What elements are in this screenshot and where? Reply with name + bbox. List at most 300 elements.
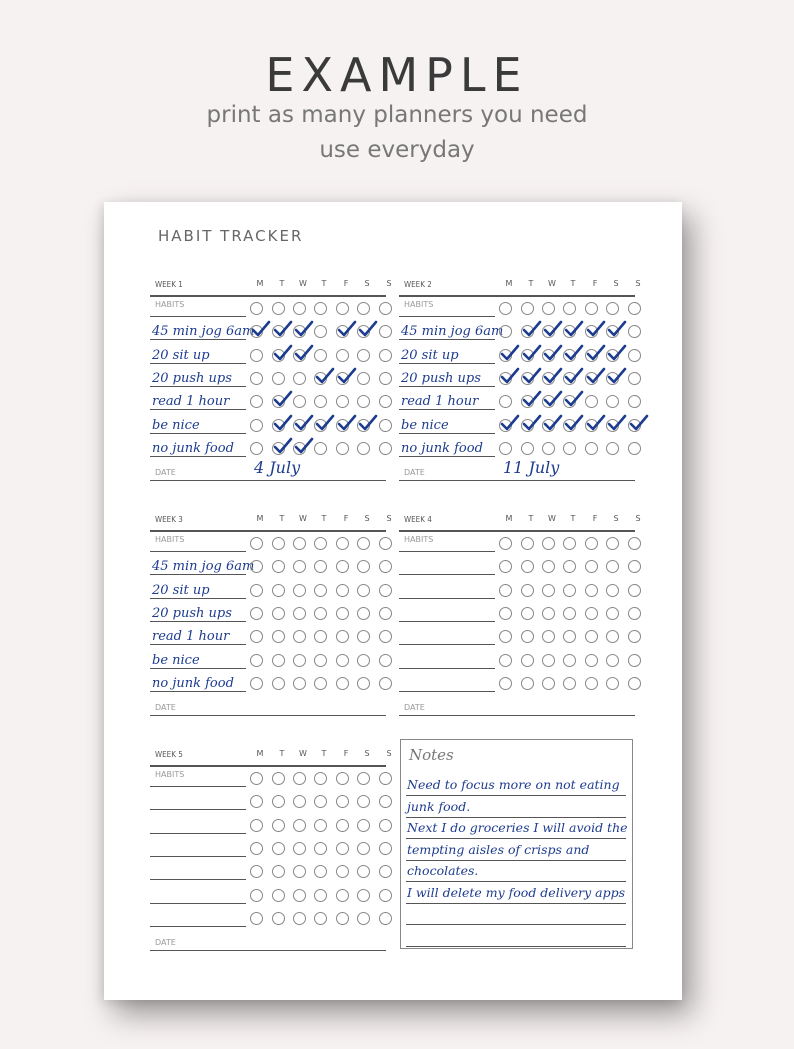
habit-circle[interactable] bbox=[336, 395, 349, 408]
habit-circle[interactable] bbox=[379, 419, 392, 432]
habit-circle[interactable] bbox=[293, 560, 306, 573]
habit-row bbox=[150, 814, 386, 837]
habit-circle[interactable] bbox=[336, 442, 349, 455]
habit-circle[interactable] bbox=[585, 302, 598, 315]
check-mark-icon bbox=[358, 320, 378, 338]
habit-circle[interactable] bbox=[250, 912, 263, 925]
habit-circle[interactable] bbox=[272, 819, 285, 832]
habit-circle[interactable] bbox=[250, 819, 263, 832]
habit-circle[interactable] bbox=[606, 607, 619, 620]
habit-circle[interactable] bbox=[357, 442, 370, 455]
notes-title: Notes bbox=[409, 746, 454, 764]
habit-circle[interactable] bbox=[293, 584, 306, 597]
check-mark-icon bbox=[543, 320, 563, 338]
habit-circle[interactable] bbox=[336, 889, 349, 902]
habit-circle[interactable] bbox=[357, 584, 370, 597]
habit-circle[interactable] bbox=[379, 372, 392, 385]
habit-circle[interactable] bbox=[314, 630, 327, 643]
check-mark-icon bbox=[294, 414, 314, 432]
habit-circle[interactable] bbox=[563, 584, 576, 597]
day-label: T bbox=[528, 279, 534, 288]
habit-row bbox=[399, 625, 635, 648]
habit-circle[interactable] bbox=[379, 607, 392, 620]
check-mark-icon bbox=[315, 367, 335, 385]
habit-circle[interactable] bbox=[357, 865, 370, 878]
habit-circle[interactable] bbox=[542, 607, 555, 620]
habit-circle[interactable] bbox=[585, 654, 598, 667]
habit-circle[interactable] bbox=[357, 889, 370, 902]
habit-circle[interactable] bbox=[314, 560, 327, 573]
habit-circle[interactable] bbox=[272, 372, 285, 385]
check-mark-icon bbox=[543, 414, 563, 432]
habit-circle[interactable] bbox=[379, 677, 392, 690]
habit-circle[interactable] bbox=[314, 607, 327, 620]
habit-circle[interactable] bbox=[272, 607, 285, 620]
habit-circle[interactable] bbox=[521, 584, 534, 597]
habit-circle[interactable] bbox=[357, 654, 370, 667]
habit-circle[interactable] bbox=[563, 607, 576, 620]
habit-circle[interactable] bbox=[521, 442, 534, 455]
habit-circle[interactable] bbox=[293, 677, 306, 690]
habit-circle[interactable] bbox=[628, 607, 641, 620]
habit-circle[interactable] bbox=[250, 607, 263, 620]
habit-circle[interactable] bbox=[628, 372, 641, 385]
day-label: S bbox=[635, 514, 641, 523]
habit-circle[interactable] bbox=[357, 772, 370, 785]
habit-circle[interactable] bbox=[628, 302, 641, 315]
habit-circle[interactable] bbox=[250, 584, 263, 597]
habit-circle[interactable] bbox=[542, 302, 555, 315]
habit-circle[interactable] bbox=[250, 842, 263, 855]
habit-row bbox=[150, 625, 386, 648]
habit-underline bbox=[150, 598, 246, 599]
habit-circle[interactable] bbox=[628, 325, 641, 338]
habit-circle[interactable] bbox=[336, 677, 349, 690]
habit-circle[interactable] bbox=[272, 584, 285, 597]
habit-row bbox=[399, 602, 635, 625]
date-label: DATE bbox=[404, 703, 425, 713]
habit-circle[interactable] bbox=[521, 654, 534, 667]
habit-circle[interactable] bbox=[499, 630, 512, 643]
habit-circle[interactable] bbox=[314, 537, 327, 550]
habit-circle[interactable] bbox=[585, 442, 598, 455]
habit-circle[interactable] bbox=[357, 560, 370, 573]
week-title: WEEK 1 bbox=[155, 280, 183, 289]
habit-circle[interactable] bbox=[314, 395, 327, 408]
habit-circle[interactable] bbox=[314, 677, 327, 690]
habit-circle[interactable] bbox=[250, 395, 263, 408]
check-mark-icon bbox=[522, 414, 542, 432]
habit-circle[interactable] bbox=[521, 607, 534, 620]
date-underline bbox=[399, 715, 635, 716]
habit-circle[interactable] bbox=[336, 607, 349, 620]
habit-circle[interactable] bbox=[336, 654, 349, 667]
habit-circle[interactable] bbox=[379, 537, 392, 550]
habit-circle[interactable] bbox=[293, 395, 306, 408]
habit-circle[interactable] bbox=[293, 654, 306, 667]
habit-circle[interactable] bbox=[336, 584, 349, 597]
habit-circle[interactable] bbox=[628, 677, 641, 690]
habit-circle[interactable] bbox=[357, 349, 370, 362]
date-row bbox=[399, 458, 635, 482]
habit-circle[interactable] bbox=[272, 630, 285, 643]
habit-circle[interactable] bbox=[314, 912, 327, 925]
habit-circle[interactable] bbox=[336, 865, 349, 878]
habit-circle[interactable] bbox=[272, 795, 285, 808]
habit-circle[interactable] bbox=[250, 560, 263, 573]
check-mark-icon bbox=[251, 320, 271, 338]
habit-circle[interactable] bbox=[357, 842, 370, 855]
habit-circle[interactable] bbox=[563, 537, 576, 550]
habit-underline bbox=[399, 691, 495, 692]
week-header bbox=[150, 512, 392, 528]
habit-circle[interactable] bbox=[250, 419, 263, 432]
habits-label: HABITS bbox=[155, 770, 185, 779]
habit-circle[interactable] bbox=[628, 584, 641, 597]
habit-name: 20 sit up bbox=[401, 347, 459, 363]
habit-circle[interactable] bbox=[293, 372, 306, 385]
habit-circle[interactable] bbox=[293, 889, 306, 902]
check-mark-icon bbox=[564, 414, 584, 432]
habit-circle[interactable] bbox=[336, 842, 349, 855]
habit-circle[interactable] bbox=[542, 677, 555, 690]
habit-circle[interactable] bbox=[521, 560, 534, 573]
habit-circle[interactable] bbox=[585, 537, 598, 550]
date-label: DATE bbox=[155, 938, 176, 948]
habit-circle[interactable] bbox=[521, 537, 534, 550]
habit-name: 45 min jog 6am bbox=[152, 559, 255, 575]
habit-row bbox=[150, 602, 386, 625]
note-line-text: Next I do groceries I will avoid the bbox=[407, 820, 628, 835]
habit-circle[interactable] bbox=[272, 912, 285, 925]
habit-circle[interactable] bbox=[379, 795, 392, 808]
habit-circle[interactable] bbox=[542, 584, 555, 597]
check-mark-icon bbox=[294, 344, 314, 362]
habit-circle[interactable] bbox=[542, 537, 555, 550]
habit-circle[interactable] bbox=[628, 560, 641, 573]
habit-circle[interactable] bbox=[336, 819, 349, 832]
habit-circle[interactable] bbox=[314, 772, 327, 785]
habit-circle[interactable] bbox=[272, 654, 285, 667]
habit-circle[interactable] bbox=[563, 560, 576, 573]
habit-name: be nice bbox=[152, 417, 200, 433]
habit-circle[interactable] bbox=[606, 654, 619, 667]
habit-circle[interactable] bbox=[293, 842, 306, 855]
habit-circle[interactable] bbox=[357, 630, 370, 643]
habit-circle[interactable] bbox=[379, 302, 392, 315]
habit-circle[interactable] bbox=[314, 584, 327, 597]
habit-circle[interactable] bbox=[379, 395, 392, 408]
habit-circle[interactable] bbox=[314, 889, 327, 902]
habit-circle[interactable] bbox=[542, 630, 555, 643]
habit-circle[interactable] bbox=[272, 302, 285, 315]
habit-circle[interactable] bbox=[314, 819, 327, 832]
habit-circle[interactable] bbox=[542, 560, 555, 573]
habit-circle[interactable] bbox=[628, 349, 641, 362]
habit-name: be nice bbox=[152, 652, 200, 668]
habit-circle[interactable] bbox=[499, 677, 512, 690]
habit-circle[interactable] bbox=[606, 677, 619, 690]
note-rule bbox=[406, 946, 626, 947]
habit-circle[interactable] bbox=[563, 630, 576, 643]
check-mark-icon bbox=[564, 320, 584, 338]
check-mark-icon bbox=[337, 414, 357, 432]
habit-circle[interactable] bbox=[499, 395, 512, 408]
habit-circle[interactable] bbox=[499, 607, 512, 620]
habit-circle[interactable] bbox=[293, 302, 306, 315]
habit-circle[interactable] bbox=[606, 395, 619, 408]
habit-underline bbox=[150, 856, 246, 857]
week-block-5 bbox=[150, 747, 392, 957]
habit-underline bbox=[399, 456, 495, 457]
day-label: F bbox=[592, 514, 598, 523]
habit-underline bbox=[399, 621, 495, 622]
habit-circle[interactable] bbox=[250, 302, 263, 315]
habit-circle[interactable] bbox=[628, 395, 641, 408]
habit-row bbox=[150, 437, 386, 460]
habit-circle[interactable] bbox=[314, 442, 327, 455]
habit-circle[interactable] bbox=[563, 302, 576, 315]
check-mark-icon bbox=[607, 344, 627, 362]
habit-circle[interactable] bbox=[521, 302, 534, 315]
habit-row bbox=[399, 649, 635, 672]
habit-circle[interactable] bbox=[357, 302, 370, 315]
habit-circle[interactable] bbox=[521, 630, 534, 643]
planner-sheet bbox=[104, 202, 682, 1000]
habit-circle[interactable] bbox=[336, 795, 349, 808]
week-title: WEEK 4 bbox=[404, 515, 432, 524]
habit-circle[interactable] bbox=[336, 912, 349, 925]
habit-circle[interactable] bbox=[542, 654, 555, 667]
habit-circle[interactable] bbox=[250, 889, 263, 902]
habit-circle[interactable] bbox=[336, 560, 349, 573]
habit-circle[interactable] bbox=[250, 677, 263, 690]
check-mark-icon bbox=[294, 320, 314, 338]
habit-circle[interactable] bbox=[314, 865, 327, 878]
habit-underline bbox=[150, 644, 246, 645]
habit-circle[interactable] bbox=[628, 537, 641, 550]
habit-underline bbox=[399, 668, 495, 669]
note-line-text: Need to focus more on not eating bbox=[407, 777, 620, 792]
habit-underline bbox=[150, 691, 246, 692]
day-label: T bbox=[321, 749, 327, 758]
habit-circle[interactable] bbox=[606, 302, 619, 315]
habit-circle[interactable] bbox=[585, 630, 598, 643]
week-header bbox=[399, 512, 641, 528]
habit-circle[interactable] bbox=[606, 584, 619, 597]
habit-circle[interactable] bbox=[250, 772, 263, 785]
habit-circle[interactable] bbox=[606, 630, 619, 643]
habit-circle[interactable] bbox=[293, 537, 306, 550]
habit-circle[interactable] bbox=[272, 772, 285, 785]
habit-name: 45 min jog 6am bbox=[401, 324, 504, 340]
habit-circle[interactable] bbox=[314, 349, 327, 362]
note-rule bbox=[406, 860, 626, 861]
check-mark-icon bbox=[543, 367, 563, 385]
habit-circle[interactable] bbox=[606, 537, 619, 550]
habit-name: read 1 hour bbox=[152, 629, 230, 645]
habit-circle[interactable] bbox=[336, 772, 349, 785]
habit-circle[interactable] bbox=[379, 889, 392, 902]
check-mark-icon bbox=[586, 414, 606, 432]
habit-circle[interactable] bbox=[250, 537, 263, 550]
habit-circle[interactable] bbox=[379, 912, 392, 925]
habit-circle[interactable] bbox=[379, 584, 392, 597]
habit-circle[interactable] bbox=[585, 677, 598, 690]
habit-underline bbox=[399, 363, 495, 364]
habit-circle[interactable] bbox=[357, 607, 370, 620]
habit-underline bbox=[399, 339, 495, 340]
habit-circle[interactable] bbox=[499, 325, 512, 338]
habit-circle[interactable] bbox=[499, 537, 512, 550]
habit-circle[interactable] bbox=[357, 677, 370, 690]
habit-circle[interactable] bbox=[379, 349, 392, 362]
habit-underline bbox=[150, 316, 246, 317]
habit-circle[interactable] bbox=[272, 865, 285, 878]
habit-circle[interactable] bbox=[563, 442, 576, 455]
habit-circle[interactable] bbox=[357, 395, 370, 408]
habit-circle[interactable] bbox=[606, 442, 619, 455]
week-block-4 bbox=[399, 512, 641, 722]
habit-circle[interactable] bbox=[542, 442, 555, 455]
habit-circle[interactable] bbox=[293, 819, 306, 832]
habits-label: HABITS bbox=[155, 300, 185, 309]
habit-circle[interactable] bbox=[272, 560, 285, 573]
check-mark-icon bbox=[629, 414, 649, 432]
habit-circle[interactable] bbox=[628, 630, 641, 643]
habit-name: 20 push ups bbox=[152, 605, 232, 621]
habit-underline bbox=[150, 879, 246, 880]
habit-circle[interactable] bbox=[357, 372, 370, 385]
habit-circle[interactable] bbox=[293, 630, 306, 643]
habit-circle[interactable] bbox=[250, 442, 263, 455]
day-label: W bbox=[299, 514, 307, 523]
habit-circle[interactable] bbox=[336, 537, 349, 550]
day-label: S bbox=[364, 514, 370, 523]
habit-circle[interactable] bbox=[293, 607, 306, 620]
check-mark-icon bbox=[500, 344, 520, 362]
check-mark-icon bbox=[586, 320, 606, 338]
habits-label-row bbox=[150, 297, 386, 320]
habit-circle[interactable] bbox=[293, 795, 306, 808]
habit-circle[interactable] bbox=[293, 912, 306, 925]
habit-circle[interactable] bbox=[379, 560, 392, 573]
habit-circle[interactable] bbox=[499, 442, 512, 455]
habit-circle[interactable] bbox=[272, 537, 285, 550]
habit-circle[interactable] bbox=[499, 584, 512, 597]
check-mark-icon bbox=[586, 344, 606, 362]
habit-circle[interactable] bbox=[272, 842, 285, 855]
habit-circle[interactable] bbox=[379, 630, 392, 643]
habit-name: no junk food bbox=[401, 440, 483, 456]
habit-circle[interactable] bbox=[379, 325, 392, 338]
check-mark-icon bbox=[564, 344, 584, 362]
habit-name: no junk food bbox=[152, 440, 234, 456]
habit-circle[interactable] bbox=[250, 795, 263, 808]
habit-circle[interactable] bbox=[336, 349, 349, 362]
habit-row bbox=[399, 390, 635, 413]
habit-circle[interactable] bbox=[314, 302, 327, 315]
habit-circle[interactable] bbox=[357, 819, 370, 832]
habit-circle[interactable] bbox=[499, 654, 512, 667]
habit-circle[interactable] bbox=[585, 395, 598, 408]
habit-underline bbox=[150, 339, 246, 340]
day-label: F bbox=[343, 749, 349, 758]
day-label: F bbox=[343, 279, 349, 288]
habit-circle[interactable] bbox=[357, 795, 370, 808]
check-mark-icon bbox=[564, 390, 584, 408]
habit-circle[interactable] bbox=[628, 654, 641, 667]
habit-circle[interactable] bbox=[336, 630, 349, 643]
habit-circle[interactable] bbox=[499, 560, 512, 573]
day-label: T bbox=[321, 279, 327, 288]
date-row bbox=[150, 693, 386, 717]
habit-circle[interactable] bbox=[585, 584, 598, 597]
habit-circle[interactable] bbox=[250, 630, 263, 643]
habit-circle[interactable] bbox=[521, 677, 534, 690]
date-value: 11 July bbox=[503, 458, 560, 478]
habit-circle[interactable] bbox=[250, 349, 263, 362]
habit-circle[interactable] bbox=[379, 865, 392, 878]
habit-circle[interactable] bbox=[314, 325, 327, 338]
date-underline bbox=[150, 715, 386, 716]
check-mark-icon bbox=[607, 367, 627, 385]
habits-label: HABITS bbox=[155, 535, 185, 544]
habit-circle[interactable] bbox=[379, 819, 392, 832]
habit-row bbox=[150, 790, 386, 813]
note-rule bbox=[406, 838, 626, 839]
habit-circle[interactable] bbox=[272, 677, 285, 690]
habit-circle[interactable] bbox=[250, 654, 263, 667]
habit-underline bbox=[150, 926, 246, 927]
habit-circle[interactable] bbox=[293, 865, 306, 878]
habit-circle[interactable] bbox=[357, 537, 370, 550]
habit-circle[interactable] bbox=[357, 912, 370, 925]
habit-circle[interactable] bbox=[314, 654, 327, 667]
habit-circle[interactable] bbox=[379, 654, 392, 667]
habit-circle[interactable] bbox=[379, 772, 392, 785]
habit-circle[interactable] bbox=[293, 772, 306, 785]
habit-row bbox=[150, 390, 386, 413]
habit-circle[interactable] bbox=[314, 795, 327, 808]
week-header bbox=[150, 747, 392, 763]
habit-circle[interactable] bbox=[250, 372, 263, 385]
day-label: M bbox=[505, 279, 513, 288]
habit-circle[interactable] bbox=[379, 442, 392, 455]
habit-circle[interactable] bbox=[606, 560, 619, 573]
day-label: W bbox=[299, 279, 307, 288]
habit-circle[interactable] bbox=[628, 442, 641, 455]
habit-underline bbox=[150, 574, 246, 575]
habit-circle[interactable] bbox=[585, 607, 598, 620]
date-row bbox=[399, 693, 635, 717]
habit-circle[interactable] bbox=[272, 889, 285, 902]
note-line-text: I will delete my food delivery apps bbox=[407, 884, 626, 900]
habit-underline bbox=[399, 551, 495, 552]
habit-circle[interactable] bbox=[499, 302, 512, 315]
day-label: T bbox=[528, 514, 534, 523]
habit-circle[interactable] bbox=[563, 654, 576, 667]
check-mark-icon bbox=[358, 414, 378, 432]
day-label: S bbox=[364, 749, 370, 758]
habit-circle[interactable] bbox=[314, 842, 327, 855]
habit-circle[interactable] bbox=[563, 677, 576, 690]
habit-circle[interactable] bbox=[336, 302, 349, 315]
habit-circle[interactable] bbox=[250, 865, 263, 878]
date-label: DATE bbox=[155, 468, 176, 478]
habit-circle[interactable] bbox=[379, 842, 392, 855]
habit-circle[interactable] bbox=[585, 560, 598, 573]
